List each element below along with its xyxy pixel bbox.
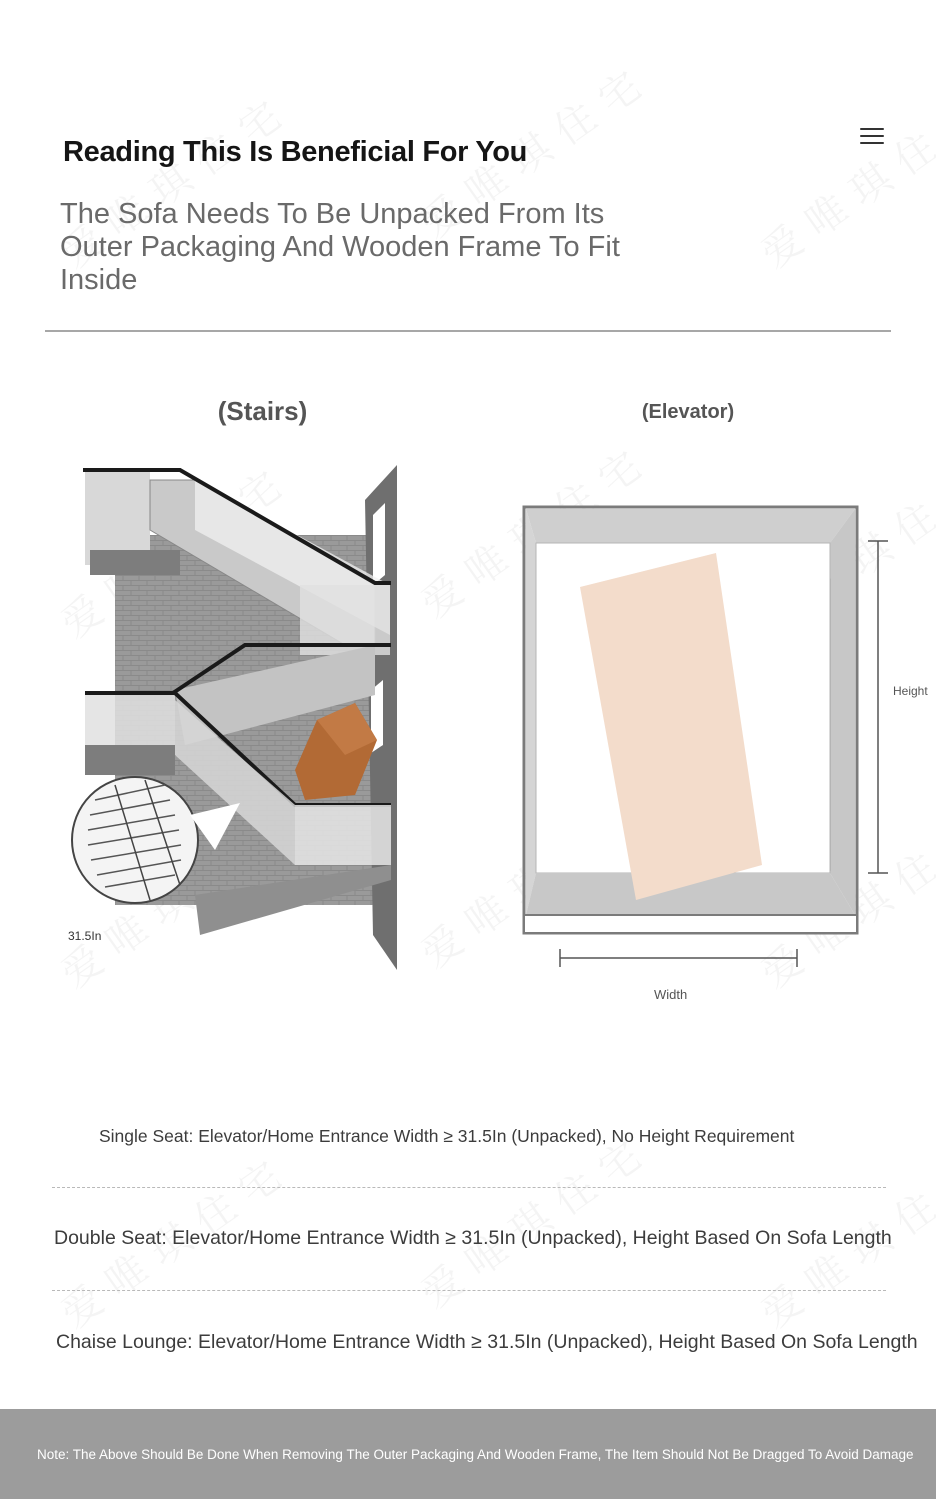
page-title: Reading This Is Beneficial For You: [63, 136, 528, 168]
stairs-label: (Stairs): [217, 396, 308, 426]
hamburger-menu-icon[interactable]: [860, 128, 884, 148]
elevator-illustration: [500, 495, 900, 975]
stairs-measurement-label: 31.5In: [68, 929, 102, 943]
width-label: Width: [654, 987, 688, 1002]
footer-note: Note: The Above Should Be Done When Removing The Outer Packaging And Wooden Frame, The Item Should Not Be Dragged To Avoid Damage: [37, 1447, 914, 1462]
dashed-divider: [52, 1290, 886, 1291]
watermark: [748, 78, 936, 280]
stairs-illustration: [55, 455, 405, 975]
page-subtitle: The Sofa Needs To Be Unpacked From Its Outer Packaging And Wooden Frame To Fit Inside: [60, 198, 620, 296]
dashed-divider: [52, 1187, 886, 1188]
elevator-label: (Elevator): [641, 401, 735, 423]
requirement-chaise-lounge: Chaise Lounge: Elevator/Home Entrance Width ≥ 31.5In (Unpacked), Height Based On Sofa Length: [56, 1331, 918, 1353]
height-label: Height: [893, 684, 928, 698]
section-divider: [45, 330, 891, 332]
footer-bar: [0, 1409, 936, 1499]
requirement-double-seat: Double Seat: Elevator/Home Entrance Width ≥ 31.5In (Unpacked), Height Based On Sofa Length: [54, 1227, 892, 1249]
requirement-single-seat: Single Seat: Elevator/Home Entrance Width ≥ 31.5In (Unpacked), No Height Requirement: [99, 1126, 795, 1146]
